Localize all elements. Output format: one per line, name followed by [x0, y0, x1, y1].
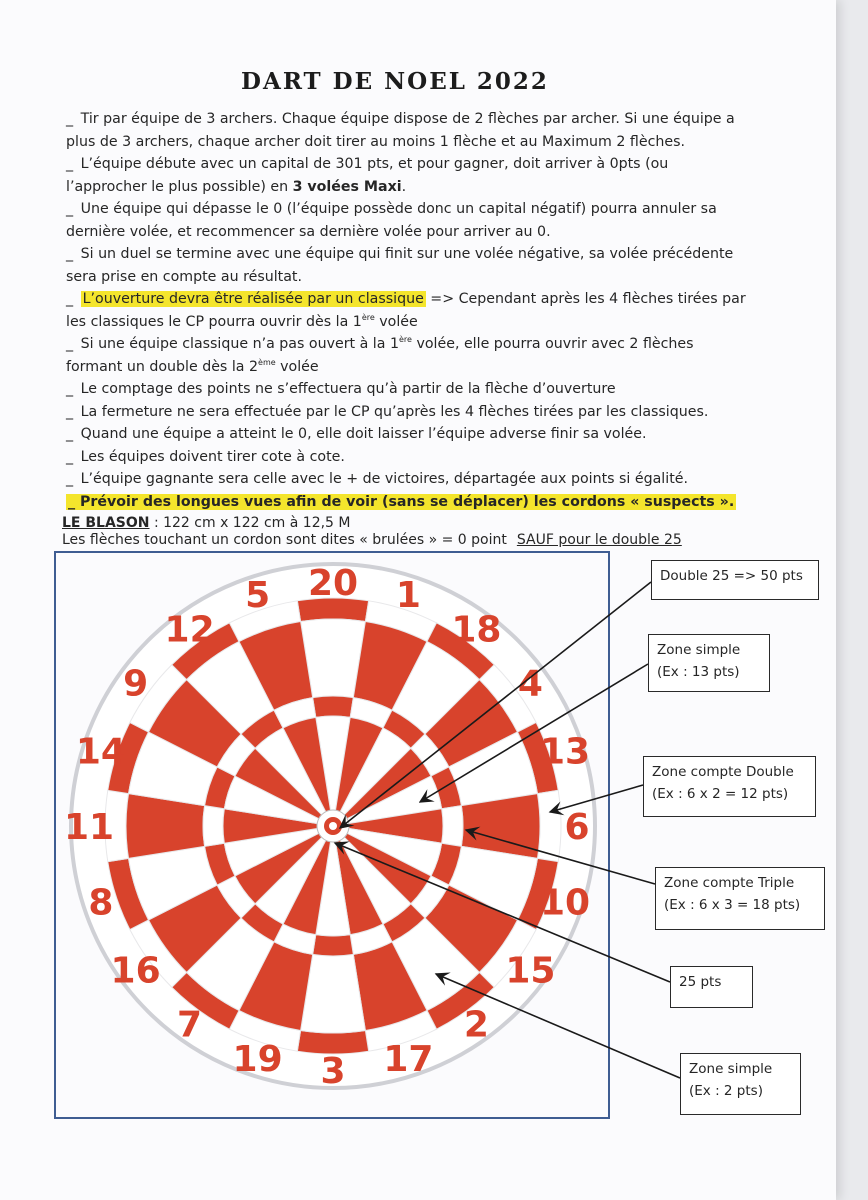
rule-text: _ [66, 336, 78, 352]
board-number: 9 [123, 663, 149, 705]
board-number: 14 [75, 731, 126, 773]
blason-dimensions: : 122 cm x 122 cm à 12,5 M [149, 515, 351, 531]
triple-ring-segment [313, 696, 354, 717]
rule-text: 3 volées Maxi [292, 178, 402, 195]
rule-text: _ [66, 156, 78, 172]
rule-text: ème [258, 357, 276, 367]
rule-text: _ [66, 111, 78, 127]
board-number: 2 [463, 1004, 489, 1046]
board-number: 15 [505, 950, 556, 992]
label-line: Double 25 => 50 pts [660, 568, 803, 584]
rule-text: _ [66, 246, 78, 262]
rule-text: . [401, 178, 407, 195]
board-number: 4 [517, 663, 543, 705]
rule-text: volée [374, 313, 418, 330]
board-number: 16 [110, 950, 161, 992]
cordon-note-text: Les flèches touchant un cordon sont dites « brulées » = 0 point [62, 532, 507, 548]
rule-text: _ [66, 291, 78, 307]
document-title: DART DE NOEL 2022 [241, 68, 549, 95]
label-simple2 [680, 1053, 801, 1115]
rule-text: Le comptage des points ne s’effectuera qu’à partir de la flèche d’ouverture [80, 381, 616, 397]
board-number: 17 [383, 1039, 434, 1081]
label-line: (Ex : 13 pts) [657, 664, 740, 680]
rule-text: _ [66, 201, 78, 217]
rule-text: volée [275, 358, 319, 375]
label-line: Zone simple [657, 642, 741, 658]
rule-text: L’équipe gagnante sera celle avec le + de victoires, départagée aux points si égalité. [80, 471, 688, 487]
label-double25 [651, 560, 819, 600]
rule-text: ère [361, 312, 375, 322]
label-line: (Ex : 2 pts) [689, 1083, 763, 1099]
label-line: Zone simple [689, 1061, 773, 1077]
label-line: (Ex : 6 x 3 = 18 pts) [664, 897, 801, 913]
board-number: 18 [451, 609, 502, 651]
rule-text: _ [66, 381, 78, 397]
blason-label: LE BLASON [62, 515, 150, 531]
label-double [643, 756, 816, 817]
rule-text: _ [66, 426, 78, 442]
board-number: 7 [177, 1004, 203, 1046]
rule-text: _ [66, 403, 78, 420]
label-line: Zone compte Triple [664, 875, 795, 891]
rule-text: L’équipe débute avec un capital de 301 pts, et pour gagner, doit arriver à 0pts (ou l’approcher le plus possible) en [66, 156, 669, 195]
rule-text: Si un duel se termine avec une équipe qui finit sur une volée négative, sa volée précédente sera prise en compte au résultat. [66, 246, 734, 285]
rule-text: Les équipes doivent tirer cote à cote. [80, 448, 345, 465]
board-number: 3 [320, 1051, 346, 1092]
board-number: 19 [232, 1039, 283, 1081]
board-number: 20 [307, 563, 359, 604]
rule-text: _ Prévoir des longues vues afin de voir (sans se déplacer) les cordons « suspects ». [68, 493, 735, 510]
rule-text: _ [66, 471, 78, 487]
board-number: 12 [164, 609, 215, 651]
rule-text: L’ouverture devra être réalisée par un classique [82, 291, 424, 307]
label-line: (Ex : 6 x 2 = 12 pts) [652, 786, 789, 802]
board-number: 5 [245, 574, 271, 616]
board-number: 1 [395, 574, 421, 616]
triple-ring-segment [203, 806, 224, 847]
rule-text: => Cependant après les 4 flèches tirées par les classiques le CP pourra ouvrir dès la 1 [66, 291, 746, 330]
rule-text: _ [66, 448, 78, 465]
label-triple [655, 867, 825, 930]
rule-text: La fermeture ne sera effectuée par le CP qu’après les 4 flèches tirées par les classiques. [80, 403, 709, 420]
triple-ring-segment [442, 806, 463, 847]
board-number: 8 [88, 882, 114, 924]
rule-text: volée, elle pourra ouvrir avec 2 flèches formant un double dès la 2 [66, 336, 694, 375]
board-number: 10 [540, 882, 591, 924]
label-line: 25 pts [679, 974, 722, 990]
rule-text: Quand une équipe a atteint le 0, elle doit laisser l’équipe adverse finir sa volée. [80, 426, 647, 442]
rule-text: Tir par équipe de 3 archers. Chaque équipe dispose de 2 flèches par archer. Si une équipe a plus de 3 archers, chaque archer doit tirer au moins 1 flèche et au Maximum 2 flèches. [66, 111, 735, 150]
rule-text: Si une équipe classique n’a pas ouvert à la 1 [80, 336, 399, 352]
label-pts25 [670, 966, 753, 1008]
board-number: 11 [63, 807, 115, 848]
bullseye-center [329, 822, 337, 830]
rule-text: Une équipe qui dépasse le 0 (l’équipe possède donc un capital négatif) pourra annuler sa dernière volée, et recommencer sa dernière volée pour arriver au 0. [66, 201, 717, 240]
label-line: Zone compte Double [652, 764, 794, 780]
rule-text: ère [398, 335, 412, 344]
label-simple13 [648, 634, 770, 692]
board-number: 13 [540, 731, 591, 773]
dartboard [71, 564, 595, 1088]
cordon-note-exception: SAUF pour le double 25 [516, 532, 682, 548]
triple-ring-segment [313, 935, 354, 956]
board-number: 6 [564, 807, 590, 848]
